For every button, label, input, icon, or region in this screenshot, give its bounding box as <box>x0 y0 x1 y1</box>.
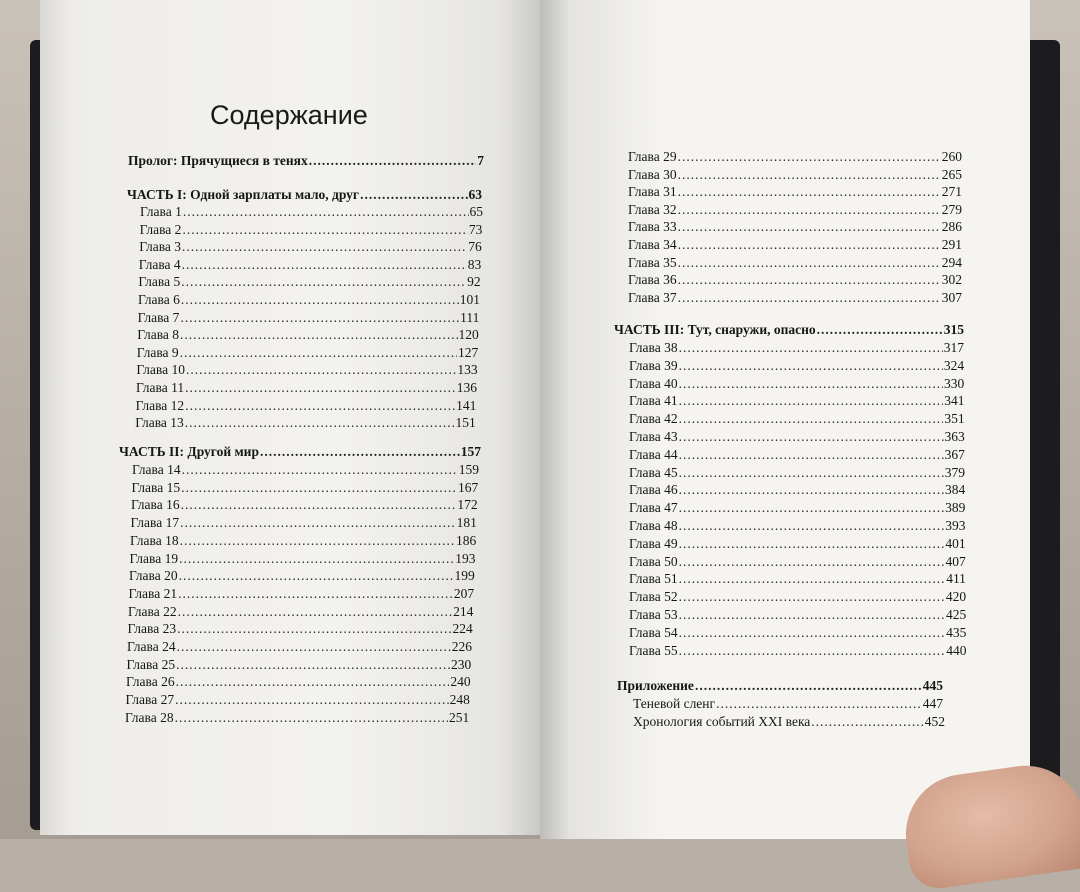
dot-leader <box>678 183 941 200</box>
toc-heading: Содержание <box>210 100 368 130</box>
toc-chapter-entry <box>629 588 966 605</box>
entry-title: Глава 14 <box>132 462 181 477</box>
entry-title: Глава 16 <box>131 497 180 513</box>
dot-leader <box>679 606 945 623</box>
page-number: 302 <box>941 272 962 288</box>
page-number: 127 <box>457 344 479 360</box>
entry-title: Глава 31 <box>628 184 677 200</box>
toc-chapter-entry <box>629 357 964 374</box>
dot-leader <box>678 289 941 306</box>
entry-title: Глава 20 <box>129 568 178 584</box>
entry-title: Глава 47 <box>629 500 678 516</box>
toc-chapter-entry <box>140 221 483 238</box>
entry-title: ЧАСТЬ I: Одной зарплаты мало, друг <box>127 187 360 202</box>
page-number: 133 <box>457 362 478 378</box>
page-number: 367 <box>944 446 965 462</box>
toc-chapter-entry <box>628 148 962 165</box>
dot-leader <box>185 379 456 396</box>
toc-chapter-entry <box>628 166 962 183</box>
toc-chapter-entry <box>137 326 479 343</box>
toc-chapter-entry <box>125 709 469 726</box>
toc-chapter-entry <box>629 553 966 570</box>
toc-chapter-entry <box>629 499 965 516</box>
entry-title: Глава 13 <box>135 415 184 431</box>
toc-chapter-entry <box>629 464 965 481</box>
toc-chapter-entry <box>136 361 477 378</box>
entry-title: Глава 19 <box>129 550 179 566</box>
page-number: 226 <box>451 639 472 654</box>
page-number: 291 <box>941 237 962 252</box>
toc-chapter-entry <box>629 517 966 534</box>
page-number: 279 <box>941 201 962 217</box>
toc-chapter-entry <box>130 532 476 549</box>
dot-leader <box>186 361 456 378</box>
entry-title: Глава 41 <box>629 393 678 409</box>
page-number: 83 <box>467 256 482 272</box>
toc-chapter-entry <box>139 238 482 255</box>
page-number: 445 <box>922 678 943 693</box>
toc-prologue <box>128 152 484 169</box>
entry-title: Глава 23 <box>127 621 177 637</box>
page-number: 151 <box>455 415 476 431</box>
toc-chapter-entry <box>130 550 476 567</box>
toc-chapter-entry <box>629 624 966 641</box>
page-number: 181 <box>456 515 477 531</box>
toc-chapter-entry <box>629 535 966 552</box>
dot-leader <box>185 414 455 431</box>
page-number: 317 <box>943 340 964 355</box>
dot-leader <box>181 496 457 513</box>
dot-leader <box>679 588 945 605</box>
toc-chapter-entry <box>126 673 471 690</box>
dot-leader <box>182 461 458 478</box>
page-number: 63 <box>468 187 482 202</box>
toc-chapter-entry <box>629 410 965 427</box>
page-number: 172 <box>457 497 478 513</box>
dot-leader <box>181 291 459 308</box>
toc-chapter-entry <box>129 585 475 602</box>
page-number: 411 <box>946 571 966 587</box>
entry-title: Глава 51 <box>629 571 678 587</box>
entry-title: Глава 22 <box>128 603 177 619</box>
dot-leader <box>679 410 944 427</box>
entry-title: Глава 18 <box>130 532 179 548</box>
toc-chapter-entry <box>132 461 479 478</box>
entry-title: Глава 44 <box>629 446 678 462</box>
entry-title: Приложение <box>617 678 694 693</box>
toc-appendix-item <box>633 695 943 712</box>
entry-title: Теневой сленг <box>633 696 716 711</box>
page-number: 157 <box>460 444 481 459</box>
dot-leader <box>180 344 457 361</box>
dot-leader <box>679 499 945 516</box>
toc-chapter-entry <box>128 620 473 637</box>
entry-title: Глава 45 <box>629 464 678 480</box>
dot-leader <box>175 709 448 726</box>
page-number: 224 <box>452 621 473 637</box>
toc-chapter-entry <box>629 570 966 587</box>
entry-title: Глава 34 <box>628 237 677 252</box>
toc-chapter-entry <box>136 379 477 396</box>
entry-title: Глава 11 <box>136 380 185 395</box>
page-number: 230 <box>451 656 472 672</box>
toc-chapter-entry <box>139 256 481 273</box>
entry-title: Глава 15 <box>131 479 181 495</box>
dot-leader <box>177 638 451 655</box>
toc-chapter-entry <box>628 254 962 271</box>
dot-leader <box>679 464 944 481</box>
toc-chapter-entry <box>629 428 965 445</box>
toc-chapter-entry <box>628 183 962 200</box>
entry-title: Глава 38 <box>629 340 678 355</box>
entry-title: Глава 39 <box>629 357 678 373</box>
toc-part-heading <box>119 443 481 460</box>
entry-title: Глава 10 <box>136 362 185 378</box>
entry-title: Глава 21 <box>128 585 178 601</box>
dot-leader <box>176 656 450 673</box>
page-number: 141 <box>456 397 477 413</box>
entry-title: Глава 6 <box>138 292 180 307</box>
entry-title: Глава 1 <box>140 204 182 219</box>
toc-chapter-entry <box>628 289 962 306</box>
entry-title: Глава 49 <box>629 535 678 551</box>
dot-leader <box>678 148 941 165</box>
page-number: 76 <box>468 239 482 255</box>
toc-chapter-entry <box>628 271 962 288</box>
page-number: 363 <box>944 429 965 444</box>
entry-title: Глава 30 <box>628 166 677 182</box>
entry-title: Глава 53 <box>629 607 678 622</box>
entry-title: Глава 50 <box>629 553 678 569</box>
entry-title: Глава 48 <box>629 518 678 533</box>
entry-title: Глава 5 <box>138 274 181 290</box>
dot-leader <box>178 585 453 602</box>
entry-title: Хронология событий XXI века <box>633 714 811 729</box>
toc-chapter-entry <box>136 397 477 414</box>
page-number: 420 <box>945 589 967 605</box>
entry-title: Глава 3 <box>139 239 182 255</box>
page-number: 111 <box>460 309 480 325</box>
entry-title: Глава 4 <box>138 256 181 272</box>
dot-leader <box>679 392 944 409</box>
toc-chapter-entry <box>629 392 964 409</box>
toc-chapter-entry <box>629 642 967 659</box>
page-number: 260 <box>941 149 962 164</box>
entry-title: Глава 43 <box>629 429 678 444</box>
page-number: 393 <box>945 518 966 533</box>
page-number: 120 <box>458 327 479 343</box>
toc-part-heading <box>614 321 964 338</box>
dot-leader <box>679 357 943 374</box>
page-number: 193 <box>455 550 476 566</box>
dot-leader <box>260 443 460 460</box>
dot-leader <box>678 218 941 235</box>
page-number: 214 <box>453 603 474 619</box>
dot-leader <box>678 201 941 218</box>
dot-leader <box>179 567 454 584</box>
dot-leader <box>817 321 943 338</box>
page-number: 407 <box>945 553 966 569</box>
dot-leader <box>180 326 458 343</box>
page-number: 330 <box>944 375 965 391</box>
entry-title: Глава 28 <box>125 709 174 725</box>
dot-leader <box>180 532 455 549</box>
entry-title: Пролог: Прячущиеся в тенях <box>128 153 308 168</box>
page-number: 294 <box>941 254 962 270</box>
toc-chapter-entry <box>131 496 478 513</box>
toc-chapter-entry <box>137 344 478 361</box>
page-number: 240 <box>450 674 471 690</box>
toc-chapter-entry <box>129 567 475 584</box>
dot-leader <box>180 309 459 326</box>
page-number: 92 <box>467 274 481 290</box>
dot-leader <box>679 517 945 534</box>
entry-title: Глава 2 <box>139 221 182 237</box>
dot-leader <box>679 570 946 587</box>
entry-title: Глава 33 <box>628 219 677 235</box>
entry-title: Глава 55 <box>629 642 678 658</box>
toc-chapter-entry <box>128 603 473 620</box>
entry-title: Глава 17 <box>130 515 180 531</box>
page-number: 452 <box>924 714 945 729</box>
page-number: 65 <box>469 204 483 219</box>
toc-chapter-entry <box>629 606 966 623</box>
page-number: 159 <box>458 462 479 477</box>
page-number: 186 <box>455 532 477 548</box>
entry-title: Глава 29 <box>628 149 677 164</box>
toc-chapter-entry <box>140 203 483 220</box>
entry-title: Глава 9 <box>136 344 179 360</box>
toc-appendix <box>617 677 943 694</box>
page-number: 447 <box>922 696 943 711</box>
page-number: 136 <box>456 380 477 395</box>
toc-chapter-entry <box>131 514 477 531</box>
toc-chapter-entry <box>132 479 479 496</box>
page-number: 440 <box>946 642 967 658</box>
page-number: 7 <box>477 153 484 168</box>
dot-leader <box>183 203 469 220</box>
entry-title: Глава 37 <box>628 289 677 305</box>
page-number: 101 <box>459 292 480 307</box>
dot-leader <box>179 550 454 567</box>
page-number: 315 <box>943 322 964 337</box>
toc-chapter-entry <box>138 309 480 326</box>
dot-leader <box>185 397 455 414</box>
dot-leader <box>678 271 941 288</box>
dot-leader <box>679 446 944 463</box>
dot-leader <box>181 273 466 290</box>
toc-chapter-entry <box>138 291 480 308</box>
dot-leader <box>177 620 451 637</box>
page-number: 384 <box>944 482 966 498</box>
dot-leader <box>181 479 457 496</box>
entry-title: Глава 42 <box>629 411 678 427</box>
dot-leader <box>679 642 946 659</box>
dot-leader <box>360 186 467 203</box>
page-number: 265 <box>941 166 962 182</box>
dot-leader <box>679 339 943 356</box>
dot-leader <box>679 481 944 498</box>
entry-title: Глава 54 <box>629 624 678 640</box>
dot-leader <box>182 238 467 255</box>
entry-title: Глава 46 <box>629 482 678 498</box>
toc-chapter-entry <box>127 656 472 673</box>
page-number: 199 <box>454 568 475 584</box>
dot-leader <box>811 713 923 730</box>
entry-title: Глава 52 <box>629 589 678 605</box>
page-number: 73 <box>468 221 483 237</box>
dot-leader <box>678 254 941 271</box>
dot-leader <box>182 256 467 273</box>
entry-title: Глава 36 <box>628 272 677 288</box>
page-number: 401 <box>945 535 966 551</box>
entry-title: Глава 24 <box>127 639 176 654</box>
entry-title: Глава 25 <box>126 656 176 672</box>
toc-chapter-entry <box>629 339 964 356</box>
page-number: 389 <box>945 500 966 516</box>
page-number: 425 <box>946 607 967 622</box>
toc-chapter-entry <box>135 414 476 431</box>
dot-leader <box>176 673 450 690</box>
entry-title: Глава 8 <box>137 327 180 343</box>
toc-chapter-entry <box>138 273 480 290</box>
dot-leader <box>679 535 945 552</box>
dot-leader <box>679 375 943 392</box>
toc-chapter-entry <box>628 236 962 253</box>
page-number: 351 <box>944 411 965 427</box>
entry-title: Глава 27 <box>125 692 175 708</box>
page-number: 341 <box>944 393 965 409</box>
toc-chapter-entry <box>629 446 965 463</box>
dot-leader <box>182 221 467 238</box>
dot-leader <box>175 691 449 708</box>
dot-leader <box>178 603 453 620</box>
entry-title: Глава 40 <box>629 375 678 391</box>
entry-title: ЧАСТЬ III: Тут, снаружи, опасно <box>614 322 816 337</box>
page-number: 435 <box>946 624 967 640</box>
entry-title: ЧАСТЬ II: Другой мир <box>119 444 259 459</box>
page-number: 271 <box>941 184 962 200</box>
dot-leader <box>679 624 946 641</box>
dot-leader <box>678 166 941 183</box>
toc-part-heading <box>127 186 482 203</box>
dot-leader <box>678 236 941 253</box>
left-page <box>40 0 540 835</box>
page-number: 324 <box>943 357 965 373</box>
entry-title: Глава 7 <box>137 309 180 325</box>
dot-leader <box>716 695 922 712</box>
entry-title: Глава 12 <box>135 397 185 413</box>
entry-title: Глава 32 <box>628 201 677 217</box>
dot-leader <box>679 553 945 570</box>
page-number: 286 <box>941 219 962 235</box>
right-page <box>540 0 1030 839</box>
page-number: 207 <box>453 585 475 601</box>
toc-chapter-entry <box>629 375 964 392</box>
page-number: 167 <box>458 479 479 495</box>
page-number: 307 <box>941 289 962 305</box>
page-number: 379 <box>944 464 966 480</box>
toc-chapter-entry <box>628 218 962 235</box>
toc-chapter-entry <box>127 638 472 655</box>
toc-appendix-item <box>633 713 945 730</box>
dot-leader <box>679 428 944 445</box>
entry-title: Глава 35 <box>628 254 677 270</box>
dot-leader <box>180 514 456 531</box>
page-number: 251 <box>448 709 470 725</box>
toc-chapter-entry <box>628 201 962 218</box>
entry-title: Глава 26 <box>126 674 175 690</box>
toc-chapter-entry <box>126 691 470 708</box>
dot-leader <box>695 677 922 694</box>
dot-leader <box>309 152 477 169</box>
toc-chapter-entry <box>629 481 965 498</box>
page-number: 248 <box>449 692 470 708</box>
